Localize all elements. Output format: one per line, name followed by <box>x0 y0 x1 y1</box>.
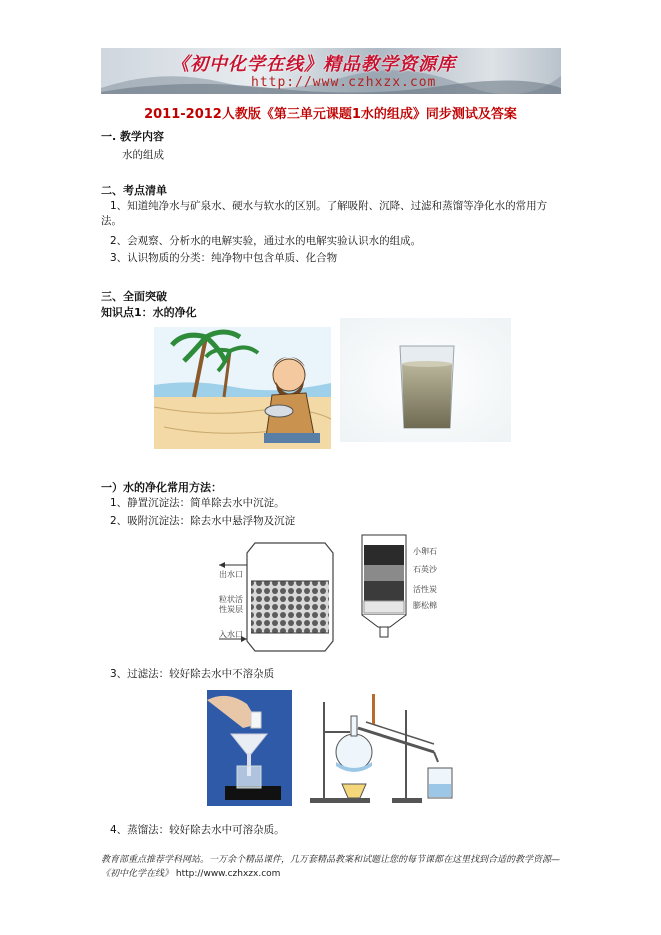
section-2-item-1: 1、知道纯净水与矿泉水、硬水与软水的区别。了解吸附、沉降、过滤和蒸馏等净化水的常用方法。 <box>101 200 548 227</box>
label-quartz-sand: 石英沙 <box>413 565 437 574</box>
banner-title: 《初中化学在线》精品教学资源库 <box>171 54 456 75</box>
method-4: 4、蒸馏法：较好除去水中可溶杂质。 <box>110 824 285 836</box>
distillation-apparatus <box>306 688 466 806</box>
header-banner <box>101 48 561 94</box>
label-carbon-layer: 粒状活性炭层 <box>219 595 243 614</box>
label-outlet: 出水口 <box>219 570 243 579</box>
section-1-body: 水的组成 <box>122 149 164 161</box>
banner-url[interactable]: http://www.czhxzx.com <box>251 75 437 90</box>
section-2-item-3: 3、认识物质的分类：纯净物中包含单质、化合物 <box>110 252 338 264</box>
document-title: 2011-2012人教版《第三单元课题1水的组成》同步测试及答案 <box>144 107 517 122</box>
method-1: 1、静置沉淀法：简单除去水中沉淀。 <box>110 497 285 509</box>
footer-text: 教育部重点推荐学科网站。一万余个精品课件，几万套精品教案和试题让您的每节课都在这里找到合适的教学资源—《初中化学在线》 <box>101 855 561 879</box>
method-3: 3、过滤法：较好除去水中不溶杂质 <box>110 668 275 680</box>
section-3-heading: 三、全面突破 <box>101 290 167 303</box>
label-cotton: 膨松棉 <box>413 601 437 610</box>
muddy-water-beaker-photo <box>340 318 511 442</box>
label-inlet: 入水口 <box>219 630 243 639</box>
knowledge-point-1: 知识点1：水的净化 <box>101 306 197 319</box>
purification-methods-heading: 一）水的净化常用方法： <box>101 481 222 494</box>
section-2-item-2: 2、会观察、分析水的电解实验，通过水的电解实验认识水的组成。 <box>110 235 422 247</box>
footer-url[interactable]: http://www.czhxzx.com <box>175 869 281 879</box>
section-2-heading: 二、考点清单 <box>101 184 167 197</box>
simple-purifier-diagram <box>358 531 413 641</box>
filtration-photo <box>207 690 292 806</box>
footer <box>101 853 571 881</box>
island-illustration <box>154 327 331 449</box>
label-activated-carbon: 活性炭 <box>413 585 437 594</box>
label-pebble: 小卵石 <box>413 547 437 556</box>
section-1-heading: 一. 教学内容 <box>101 130 165 143</box>
method-2: 2、吸附沉淀法：除去水中悬浮物及沉淀 <box>110 515 296 527</box>
